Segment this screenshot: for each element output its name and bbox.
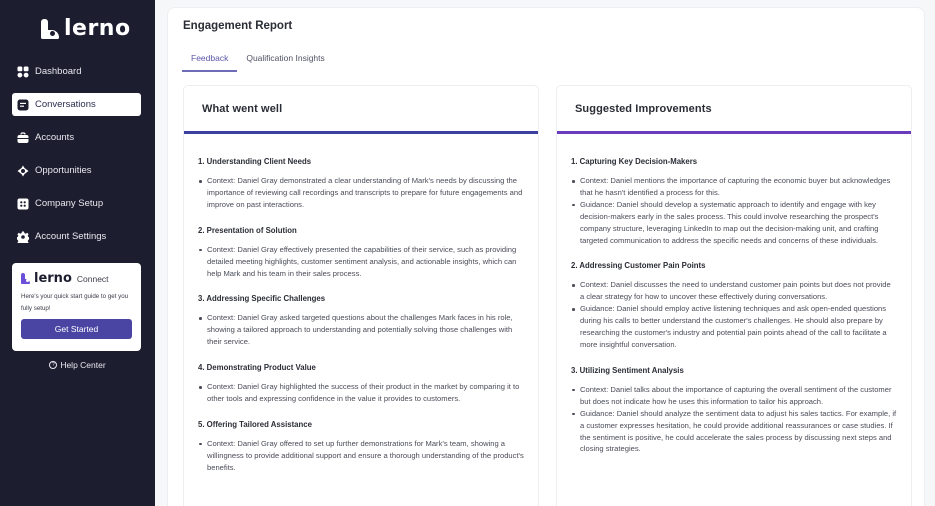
lerno-logo[interactable] bbox=[41, 18, 131, 40]
report-tabs bbox=[182, 50, 334, 72]
grid-icon bbox=[17, 66, 29, 78]
section-title: 5. Offering Tailored Assistance bbox=[198, 419, 312, 429]
lerno-connect-card bbox=[12, 263, 141, 351]
what-went-well-panel bbox=[183, 85, 539, 506]
get-started-button[interactable]: Get Started bbox=[21, 319, 132, 339]
feedback-section bbox=[198, 226, 524, 280]
bullet-item: Guidance: Daniel should develop a systematic approach to identify and engage with key decision-makers early in the sales process. This could involve researching the prospect's company structure, leveraging LinkedIn to map out the decision-making unit, and crafting targeted communication to address the specific needs and concerns of these individuals. bbox=[571, 199, 897, 247]
feedback-section bbox=[198, 363, 524, 405]
bullet-item: Context: Daniel Gray demonstrated a clear understanding of Mark's needs by discussing the importance of reviewing call recordings and transcripts to prepare for future engagements and improve on past interactions. bbox=[198, 175, 524, 211]
feedback-section bbox=[198, 294, 524, 348]
bullet-item: Context: Daniel talks about the importance of capturing the overall sentiment of the customer but does not indicate how he uses this information to tailor his approach. bbox=[571, 384, 897, 408]
sidebar-item-account-settings[interactable] bbox=[12, 225, 141, 248]
sidebar-item-label: Opportunities bbox=[35, 165, 92, 176]
sidebar-item-opportunities[interactable] bbox=[12, 159, 141, 182]
lerno-logo-icon bbox=[41, 19, 61, 39]
improvement-section bbox=[571, 261, 897, 350]
improvement-section bbox=[571, 366, 897, 455]
bullet-item: Context: Daniel Gray effectively presented the capabilities of their service, such as providing detailed meeting highlights, customer sentiment analysis, and actionable insights, which can help Mark and his team in their sales process. bbox=[198, 244, 524, 280]
bullet-item: Context: Daniel discusses the need to understand customer pain points but does not provide a clear strategy for how to uncover these effectively during conversations. bbox=[571, 279, 897, 303]
panel-body bbox=[184, 134, 538, 474]
help-center-label: Help Center bbox=[60, 360, 106, 370]
section-title: 3. Addressing Specific Challenges bbox=[198, 294, 326, 304]
section-title: 1. Understanding Client Needs bbox=[198, 157, 312, 166]
panel-title: What went well bbox=[184, 86, 538, 134]
connect-suffix: Connect bbox=[76, 273, 109, 284]
bullet-item: Context: Daniel Gray asked targeted questions about the challenges Mark faces in his role, showing a tailored approach to understanding and potentially solving those challenges with their service. bbox=[198, 312, 524, 348]
panel-body bbox=[557, 134, 911, 455]
section-title: 2. Addressing Customer Pain Points bbox=[571, 261, 706, 271]
connect-header bbox=[21, 272, 132, 285]
sidebar-item-label: Dashboard bbox=[35, 66, 82, 77]
sidebar-item-label: Conversations bbox=[35, 99, 96, 110]
sidebar-item-label: Accounts bbox=[35, 132, 75, 143]
sidebar bbox=[0, 0, 155, 506]
gear-icon bbox=[17, 231, 29, 243]
section-title: 2. Presentation of Solution bbox=[198, 225, 297, 235]
sidebar-item-label: Company Setup bbox=[35, 198, 104, 209]
building-icon bbox=[17, 198, 29, 210]
suggested-improvements-panel bbox=[556, 85, 912, 506]
target-icon bbox=[17, 165, 29, 177]
connect-description: Here's your quick start guide to get you fully setup! bbox=[21, 293, 129, 312]
sidebar-nav bbox=[12, 60, 141, 258]
bullet-item: Context: Daniel mentions the importance of capturing the economic buyer but acknowledges that he hasn't identified a process for this. bbox=[571, 175, 897, 199]
sidebar-item-label: Account Settings bbox=[35, 231, 107, 242]
sidebar-item-accounts[interactable] bbox=[12, 126, 141, 149]
section-title: 3. Utilizing Sentiment Analysis bbox=[571, 365, 684, 375]
section-title: 4. Demonstrating Product Value bbox=[198, 363, 316, 373]
section-title: 1. Capturing Key Decision-Makers bbox=[571, 157, 698, 166]
help-circle-icon: ? bbox=[49, 361, 57, 369]
logo-text: lerno bbox=[64, 16, 131, 41]
bullet-item: Context: Daniel Gray offered to set up further demonstrations for Mark's team, showing a willingness to provide additional support and ensure a thorough understanding of the product's benefits. bbox=[198, 438, 524, 474]
connect-brand: lerno bbox=[34, 271, 72, 286]
sidebar-item-conversations[interactable] bbox=[12, 93, 141, 116]
bullet-item: Guidance: Daniel should employ active listening techniques and ask open-ended questions during his calls to better understand the customer's challenges. He should also prepare by researching the customer's industry and potential pain points ahead of the call to facilitate a more insightful conversation. bbox=[571, 303, 897, 351]
briefcase-icon bbox=[17, 132, 29, 144]
feedback-section bbox=[198, 157, 524, 211]
bullet-item: Context: Daniel Gray highlighted the success of their product in the market by comparing it to other tools and expressing confidence in the value it provides to customers. bbox=[198, 381, 524, 405]
sidebar-item-company-setup[interactable] bbox=[12, 192, 141, 215]
panel-title: Suggested Improvements bbox=[557, 86, 911, 134]
page-title: Engagement Report bbox=[183, 20, 293, 32]
help-center-link[interactable] bbox=[0, 360, 155, 370]
bullet-item: Guidance: Daniel should analyze the sentiment data to adjust his sales tactics. For example, if a customer expresses hesitation, he could provide additional reassurances or case studies. If the sentiment is positive, he could accelerate the sales process by discussing next steps and closing strategies. bbox=[571, 408, 897, 456]
engagement-report-card bbox=[167, 7, 925, 506]
lerno-connect-logo-icon bbox=[21, 273, 31, 284]
tab-feedback[interactable]: Feedback bbox=[182, 50, 237, 72]
improvement-section bbox=[571, 157, 897, 246]
sidebar-item-dashboard[interactable] bbox=[12, 60, 141, 83]
tab-qualification-insights[interactable]: Qualification Insights bbox=[246, 53, 325, 63]
feedback-section bbox=[198, 420, 524, 474]
chat-icon bbox=[17, 99, 29, 111]
